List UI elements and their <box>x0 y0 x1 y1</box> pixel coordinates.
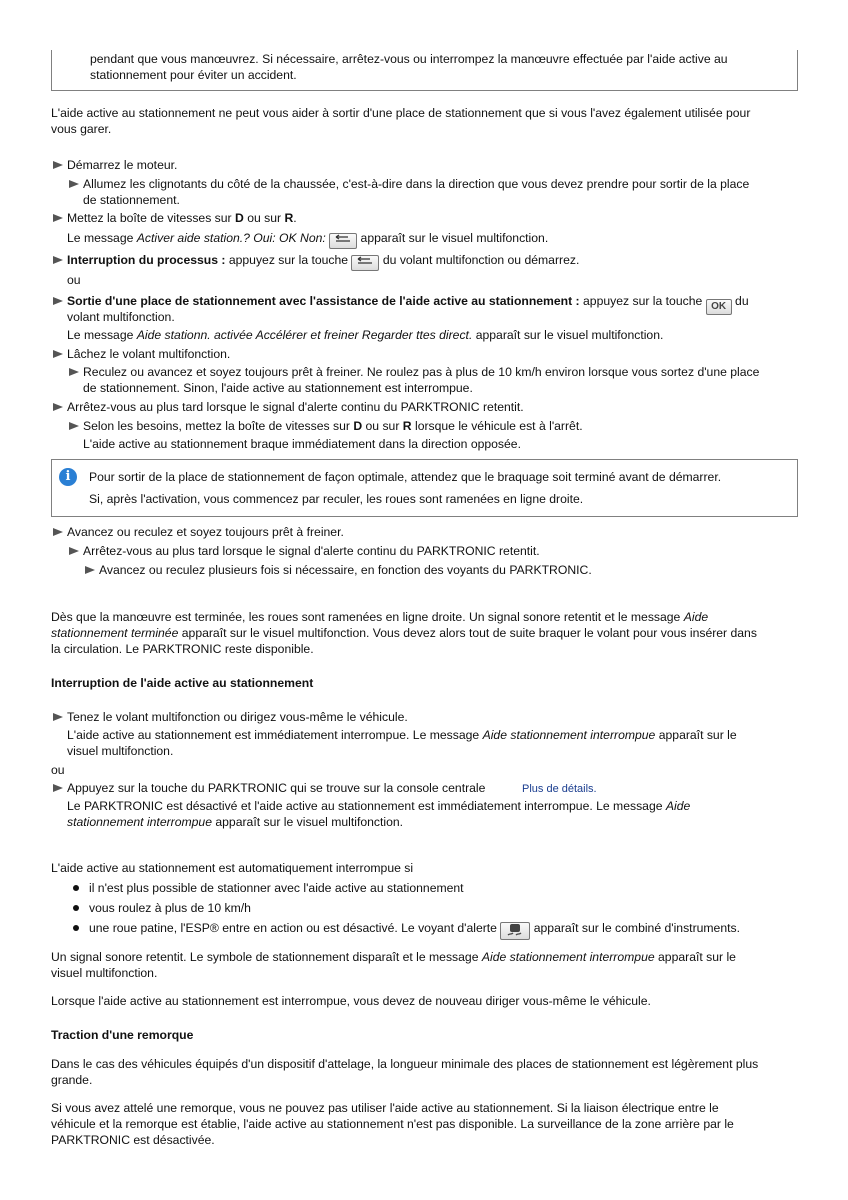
back-arrow-icon <box>351 255 379 271</box>
bullet-dot <box>73 885 79 891</box>
finish-line-3: la circulation. Le PARKTRONIC reste disponible. <box>51 642 314 656</box>
step-reverse-2: de stationnement. Sinon, l'aide active au stationnement est interrompue. <box>83 381 473 395</box>
step-exit-message <box>67 327 663 343</box>
step-forward: Avancez ou reculez et soyez toujours prêt à freiner. <box>67 525 344 539</box>
auto-bullet-2: vous roulez à plus de 10 km/h <box>89 901 251 915</box>
text: lorsque le véhicule est à l'arrêt. <box>411 419 583 433</box>
text: apparaît sur le combiné d'instruments. <box>530 921 740 935</box>
text: du volant multifonction ou démarrez. <box>379 253 580 267</box>
step-exit-line-2: volant multifonction. <box>67 310 175 324</box>
text: ou sur <box>243 211 285 225</box>
triangle-bullet-icon <box>53 709 65 725</box>
display-message: Aide <box>683 610 709 624</box>
triangle-bullet-icon <box>69 543 81 559</box>
esp-warning-icon <box>500 922 530 940</box>
gear-d: D <box>353 419 363 433</box>
display-message: Activer aide station.? Oui: OK Non: <box>136 231 330 245</box>
step-indicators-1: Allumez les clignotants du côté de la chaussée, c'est-à-dire dans la direction que vous devez prendre pour sortir de la place <box>83 177 750 191</box>
triangle-bullet-icon <box>53 780 65 796</box>
step-stop-signal-2: Arrêtez-vous au plus tard lorsque le signal d'alerte continu du PARKTRONIC retentit. <box>83 544 540 558</box>
text: Le PARKTRONIC est désactivé et l'aide active au stationnement est immédiatement interrompue. Le message <box>67 799 666 813</box>
step-gear-message <box>67 230 548 249</box>
display-message: stationnement terminée <box>51 626 179 640</box>
text: Mettez la boîte de vitesses sur <box>67 211 235 225</box>
text: apparaît sur le visuel multifonction. <box>357 231 549 245</box>
gear-r: R <box>284 211 294 225</box>
trailer-p2-line-3: PARKTRONIC est désactivée. <box>51 1133 215 1147</box>
display-message: stationnement interrompue <box>67 815 212 829</box>
text: une roue patine, l'ESP® entre en action ou est désactivé. Le voyant d'alerte <box>89 921 497 935</box>
triangle-bullet-icon <box>85 562 97 578</box>
hold-message <box>67 727 737 743</box>
auto-bullet-3 <box>89 920 740 940</box>
or-connector: ou <box>51 763 65 777</box>
text: apparaît sur le visuel multifonction. <box>211 815 404 829</box>
triangle-bullet-icon <box>69 364 81 380</box>
more-details-link[interactable]: Plus de détails. <box>522 783 597 795</box>
interrupt-label: Interruption du processus : <box>67 253 226 267</box>
or-connector: ou <box>67 273 81 287</box>
finish-line-2 <box>51 625 757 641</box>
text: apparaît sur le <box>655 728 737 742</box>
intro-line-2: vous garer. <box>51 122 112 136</box>
steer-again: Lorsque l'aide active au stationnement est interrompue, vous devez de nouveau diriger vous-même le véhicule. <box>51 994 651 1008</box>
exit-label: Sortie d'une place de stationnement avec l'assistance de l'aide active au stationnement : <box>67 294 580 308</box>
text: . <box>293 211 297 225</box>
step-select-gear <box>83 418 583 434</box>
back-arrow-icon <box>329 233 357 249</box>
gear-r: R <box>402 419 412 433</box>
display-message: Aide <box>665 799 691 813</box>
step-steer-opposite: L'aide active au stationnement braque immédiatement dans la direction opposée. <box>83 437 521 451</box>
step-hold-wheel: Tenez le volant multifonction ou dirigez vous-même le véhicule. <box>67 710 408 724</box>
triangle-bullet-icon <box>53 524 65 540</box>
step-release-wheel: Lâchez le volant multifonction. <box>67 347 231 361</box>
auto-bullet-1: il n'est plus possible de stationner avec l'aide active au stationnement <box>89 881 464 895</box>
bullet-dot <box>73 905 79 911</box>
step-gear <box>67 210 297 226</box>
text: appuyez sur la touche <box>579 294 706 308</box>
intro-line-1: L'aide active au stationnement ne peut vous aider à sortir d'une place de stationnement que si vous l'avez également utilisée pour <box>51 106 751 120</box>
triangle-bullet-icon <box>69 418 81 434</box>
text: du <box>731 294 749 308</box>
info-line-2: Si, après l'activation, vous commencez par reculer, les roues sont ramenées en ligne droite. <box>89 492 584 506</box>
triangle-bullet-icon <box>53 346 65 362</box>
trailer-p2-line-1: Si vous avez attelé une remorque, vous ne pouvez pas utiliser l'aide active au stationnement. Si la liaison électrique entre le <box>51 1101 719 1115</box>
step-repeat: Avancez ou reculez plusieurs fois si nécessaire, en fonction des voyants du PARKTRONIC. <box>99 563 592 577</box>
triangle-bullet-icon <box>53 157 65 173</box>
triangle-bullet-icon <box>53 252 65 268</box>
auto-intro: L'aide active au stationnement est automatiquement interrompue si <box>51 861 414 875</box>
trailer-p1-line-1: Dans le cas des véhicules équipés d'un dispositif d'attelage, la longueur minimale des places de stationnement est légèrement plus <box>51 1057 759 1071</box>
triangle-bullet-icon <box>53 399 65 415</box>
text: apparaît sur le <box>654 950 736 964</box>
text: Un signal sonore retentit. Le symbole de stationnement disparaît et le message <box>51 950 482 964</box>
trailer-p2-line-2: véhicule et la remorque est établie, l'aide active au stationnement n'est pas disponible. La surveillance de la zone arrière par le <box>51 1117 734 1131</box>
text: L'aide active au stationnement est immédiatement interrompue. Le message <box>67 728 483 742</box>
bullet-dot <box>73 925 79 931</box>
text: ou sur <box>362 419 403 433</box>
step-indicators-2: de stationnement. <box>83 193 180 207</box>
triangle-bullet-icon <box>53 293 65 309</box>
info-icon: i <box>59 468 77 486</box>
info-box <box>51 459 798 517</box>
warning-box <box>51 50 798 91</box>
text: apparaît sur le visuel multifonction. <box>472 328 664 342</box>
text: Selon les besoins, mettez la boîte de vitesses sur <box>83 419 354 433</box>
hold-message-l2: visuel multifonction. <box>67 744 174 758</box>
text: Le message <box>67 231 137 245</box>
text: apparaît sur le visuel multifonction. Vous devez alors tout de suite braquer le volant pour vous insérer dans <box>178 626 757 640</box>
heading-interruption: Interruption de l'aide active au stationnement <box>51 676 314 690</box>
step-interrupt-process <box>67 252 579 271</box>
heading-trailer: Traction d'une remorque <box>51 1028 194 1042</box>
signal-line-2: visuel multifonction. <box>51 966 158 980</box>
ok-key-icon: OK <box>706 299 732 315</box>
text: Dès que la manœuvre est terminée, les roues sont ramenées en ligne droite. Un signal sonore retentit et le message <box>51 610 684 624</box>
deact-message-l2 <box>67 814 403 830</box>
text: Le message <box>67 328 137 342</box>
display-message: Aide stationnement interrompue <box>482 728 656 742</box>
text: appuyez sur la touche <box>225 253 352 267</box>
finish-line-1 <box>51 609 708 625</box>
triangle-bullet-icon <box>69 176 81 192</box>
step-reverse-1: Reculez ou avancez et soyez toujours prêt à freiner. Ne roulez pas à plus de 10 km/h environ lorsque vous sortez d'une place <box>83 365 760 379</box>
step-stop-signal: Arrêtez-vous au plus tard lorsque le signal d'alerte continu du PARKTRONIC retentit. <box>67 400 524 414</box>
warning-line-1: pendant que vous manœuvrez. Si nécessaire, arrêtez-vous ou interrompez la manœuvre effectuée par l'aide active au <box>90 52 728 66</box>
info-line-1: Pour sortir de la place de stationnement de façon optimale, attendez que le braquage soit terminé avant de démarrer. <box>89 470 722 484</box>
gear-d: D <box>235 211 244 225</box>
step-start-engine: Démarrez le moteur. <box>67 158 178 172</box>
trailer-p1-line-2: grande. <box>51 1073 93 1087</box>
step-press-button: Appuyez sur la touche du PARKTRONIC qui se trouve sur la console centrale <box>67 781 486 795</box>
triangle-bullet-icon <box>53 210 65 226</box>
signal-line-1 <box>51 949 736 965</box>
display-message: Aide stationn. activée Accélérer et freiner Regarder ttes direct. <box>136 328 473 342</box>
display-message: Aide stationnement interrompue <box>481 950 655 964</box>
warning-line-2: stationnement pour éviter un accident. <box>90 68 297 82</box>
deact-message <box>67 798 690 814</box>
